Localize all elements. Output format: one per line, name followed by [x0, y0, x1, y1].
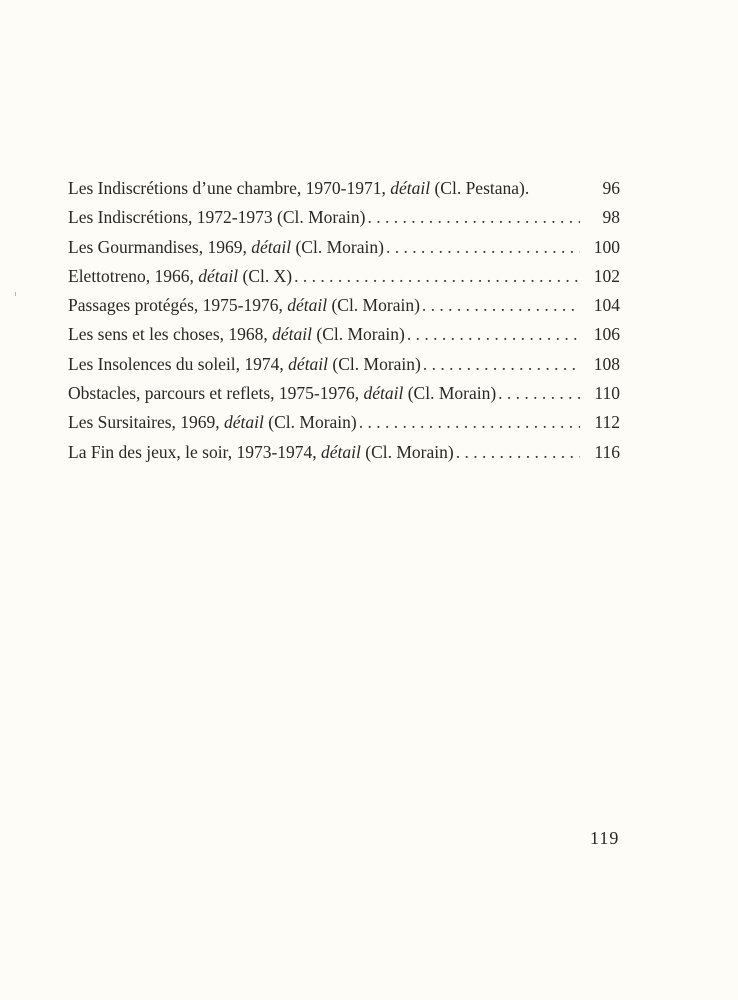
toc-entry-title: Les Indiscrétions d’une chambre, 1970-1971, détail (Cl. Pestana). [68, 178, 530, 198]
dot-leader [454, 438, 580, 467]
toc-entry-title: Passages protégés, 1975-1976, détail (Cl. Morain) [68, 295, 420, 316]
toc-entry-page: 100 [593, 236, 620, 257]
toc-entry-2 [68, 233, 620, 262]
dot-leader [292, 262, 580, 291]
toc-entry-8 [68, 408, 620, 437]
toc-entry-0 [68, 174, 620, 203]
dot-leader [496, 379, 580, 408]
toc-entry-title: Les Gourmandises, 1969, détail (Cl. Morain) [68, 236, 384, 257]
page-number: 119 [590, 828, 620, 848]
toc-entry-page: 116 [594, 441, 620, 462]
dot-leader [365, 203, 580, 232]
toc-entry-9 [68, 438, 620, 467]
toc-entry-3 [68, 262, 620, 291]
toc-entry-title: Elettotreno, 1966, détail (Cl. X) [68, 265, 293, 286]
toc-entry-page: 106 [593, 324, 620, 345]
toc-entry-title: Les sens et les choses, 1968, détail (Cl. Morain) [68, 324, 405, 345]
toc-entry-5 [68, 320, 620, 349]
toc-entry-7 [68, 379, 620, 408]
dot-leader [420, 291, 580, 320]
toc-entry-page: 102 [593, 265, 620, 286]
table-of-contents [68, 174, 620, 467]
stray-mark [15, 292, 16, 296]
dot-leader [405, 320, 580, 349]
toc-entry-6 [68, 350, 620, 379]
dot-leader [384, 233, 580, 262]
toc-entry-title: Les Indiscrétions, 1972-1973 (Cl. Morain) [68, 207, 366, 228]
toc-entry-page: 108 [593, 353, 620, 374]
toc-entry-page: 112 [594, 412, 620, 433]
toc-entry-4 [68, 291, 620, 320]
toc-entry-page: 98 [602, 207, 620, 228]
dot-leader [357, 408, 580, 437]
toc-entry-page: 96 [602, 178, 620, 198]
dot-leader [421, 350, 580, 379]
toc-entry-title: Les Insolences du soleil, 1974, détail (Cl. Morain) [68, 353, 421, 374]
toc-entry-1 [68, 203, 620, 232]
toc-entry-title: Obstacles, parcours et reflets, 1975-1976, détail (Cl. Morain) [68, 383, 497, 404]
toc-entry-title: La Fin des jeux, le soir, 1973-1974, détail (Cl. Morain) [68, 441, 454, 462]
toc-entry-page: 104 [593, 295, 620, 316]
toc-entry-page: 110 [594, 383, 620, 404]
toc-entry-title: Les Sursitaires, 1969, détail (Cl. Morain) [68, 412, 357, 433]
